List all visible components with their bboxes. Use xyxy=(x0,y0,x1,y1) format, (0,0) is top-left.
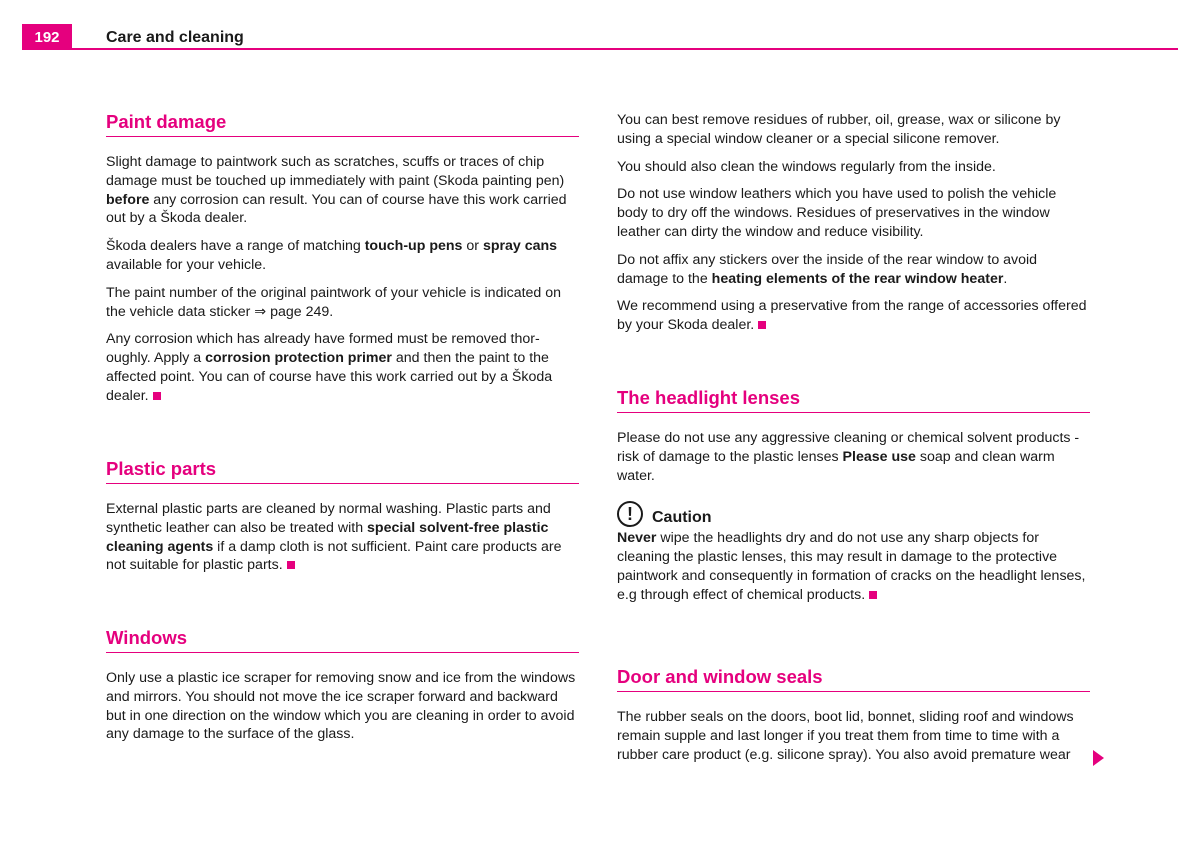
caution-text: Never wipe the headlights dry and do not use any sharp objects for cleaning the plastic lenses, this may result in damage to the protective paintwork and consequently in formation of cracks on the headlight lenses, e.g through effect of chemical products. xyxy=(617,530,1086,603)
continue-arrow-icon xyxy=(1093,750,1104,766)
windows-continued xyxy=(617,111,1090,344)
section-end-icon xyxy=(153,392,161,400)
paragraph: Only use a plastic ice scraper for removing snow and ice from the windows and mirrors. You should not move the ice scraper forward and backward but in one direction on the window which you are cleaning in order to avoid any damage to the surface of the glass. xyxy=(106,670,576,743)
header-rule xyxy=(22,48,1178,50)
section-heading: Windows xyxy=(106,626,579,653)
paragraph: The paint number of the original paintwork of your vehicle is indicated on the vehicle data sticker ⇒ page 249. xyxy=(106,284,562,320)
paragraph: You can best remove residues of rubber, oil, grease, wax or silicone by using a special window cleaner or a special silicone remover. xyxy=(617,112,1061,147)
section-plastic-parts xyxy=(106,457,579,584)
section-heading: The headlight lenses xyxy=(617,386,1090,413)
paragraph: Do not use window leathers which you have used to polish the vehicle body to dry off the windows. Residues of preservatives in the window leather can dirty the window and reduce visibility. xyxy=(617,186,1057,240)
section-heading: Paint damage xyxy=(106,110,579,137)
paragraph: The rubber seals on the doors, boot lid, bonnet, sliding roof and windows remain supple and last longer if you treat them from time to time with a rubber care product (e.g. silicone spray). You also avoid premature wear xyxy=(617,709,1074,763)
paragraph: Slight damage to paintwork such as scratches, scuffs or traces of chip damage must be touched up immediately with paint (Skoda painting pen) before any corrosion can result. You can of course have this work carried out by a Škoda dealer. xyxy=(106,154,567,227)
section-end-icon xyxy=(869,591,877,599)
running-title: Care and cleaning xyxy=(106,29,244,46)
caution-icon: ! xyxy=(617,501,643,527)
arrow-right-icon: ⇒ xyxy=(254,303,267,320)
page-number: 192 xyxy=(22,24,72,50)
section-end-icon xyxy=(287,561,295,569)
paragraph: You should also clean the windows regularly from the inside. xyxy=(617,158,996,175)
paragraph: Any corrosion which has already have formed must be removed thor-oughly. Apply a corrosion protection primer and then the paint to the affected point. You can of course have this work carried out by a Škoda dealer. xyxy=(106,331,553,404)
section-headlight-lenses xyxy=(617,386,1090,614)
section-paint-damage xyxy=(106,110,579,415)
caution-box xyxy=(617,501,1090,604)
section-heading: Door and window seals xyxy=(617,665,1090,692)
paragraph: Škoda dealers have a range of matching touch-up pens or spray cans available for your vehicle. xyxy=(106,238,558,273)
caution-header xyxy=(617,501,1090,527)
paragraph: Please do not use any aggressive cleaning or chemical solvent products - risk of damage to the plastic lenses Please use soap and clean warm water. xyxy=(617,430,1080,484)
section-end-icon xyxy=(758,321,766,329)
paragraph: Do not affix any stickers over the inside of the rear window to avoid damage to the heating elements of the rear window heater. xyxy=(617,251,1038,287)
section-heading: Plastic parts xyxy=(106,457,579,484)
caution-label: Caution xyxy=(652,509,712,527)
paragraph: External plastic parts are cleaned by normal washing. Plastic parts and synthetic leather can also be treated with special solvent-free plastic cleaning agents if a damp cloth is not sufficient. Paint care products are not suitable for plastic parts. xyxy=(106,501,562,574)
paragraph: We recommend using a preservative from the range of accessories offered by your Skoda dealer. xyxy=(617,298,1087,334)
section-door-window-seals xyxy=(617,665,1090,773)
section-windows xyxy=(106,626,579,753)
